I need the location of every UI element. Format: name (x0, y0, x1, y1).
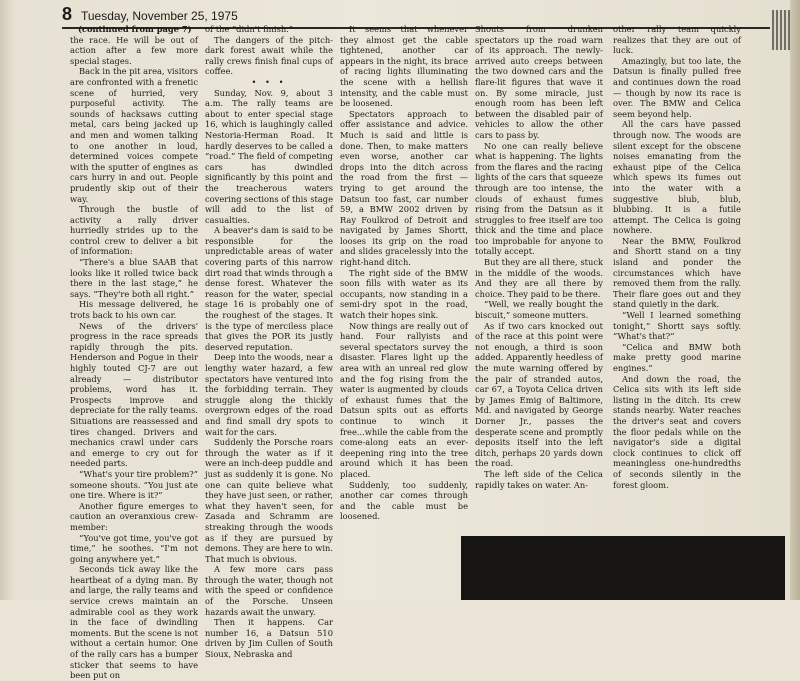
paragraph: All the cars have passed through now. The woods are silent except for the obscene noises emanating from the exhaust pipe of the Celica which spews its fumes out into the water with a suggestive blub, blub, blubbing. It is a futile attempt. The Celica is going nowhere. (613, 119, 741, 236)
paragraph: And down the road, the Celica sits with its left side listing in the ditch. Its crew stands nearby. Water reaches the driver's seat and covers the floor pedals while on the navigator's side a digital clock continues to click off meaningless one-hundredths of seconds silently in the forest gloom. (613, 373, 741, 490)
paragraph: Near the BMW, Foulkrod and Shortt stand on a tiny island and ponder the circumstances which have removed them from the rally. Their flare goes out and they stand quietly in the dark. (613, 235, 741, 310)
paragraph: Back in the pit area, visitors are confronted with a frenetic scene of hurried, very purposeful activity. The sounds of hacksaws cutting metal, cars being jacked up and men and women talking to one another in loud, determined voices compete with the sputter of engines as cars hurry in and out. People prudently skip out of their way. (70, 66, 199, 204)
paragraph: Sunday, Nov. 9, about 3 a.m. The rally teams are about to enter special stage 16, which is laughingly called Nestoria-Herman Road. It hardly deserves to be called a “road.” The field of competing cars has dwindled significantly by this point and the treacherous waters covering sections of this stage will add to the list of casualties. (205, 87, 333, 225)
paragraph: “Well I learned something tonight,” Shortt says softly. “What's that?” (613, 310, 741, 342)
paragraph: The left side of the Celica rapidly takes on water. An- (475, 468, 603, 490)
paragraph: Deep into the woods, near a lengthy water hazard, a few spectators have ventured into the forbidding terrain. They struggle along the thickly overgrown edges of the road and find small dry spots to wait for the cars. (205, 352, 333, 437)
paragraph: A beaver's dam is said to be responsible for the unpredictable areas of water covering parts of this narrow dirt road that winds through a dense forest. Whatever the reason for the water, special stage 16 is probably one of the roughest of the stages. It is the type of merciless place that gives the POR its justly deserved reputation. (205, 225, 333, 352)
paragraph: Shouts from drunken spectators up the road warn of its approach. The newly-arrived auto creeps between the two downed cars and the flare-lit figures that wave it on. By some miracle, just enough room has been left between the disabled pair of vehicles to allow the other cars to pass by. (475, 24, 603, 140)
paragraph: Now things are really out of hand. Four rallyists and several spectators survey the disaster. Flares light up the area with an unreal red glow and the fog rising from the water is augmented by clouds of exhaust fumes that the Datsun spits out as efforts continue to winch it free...while the cable from the come-along eats an ever-deepening ring into the tree around which it has been placed. (340, 320, 468, 479)
paragraph: Through the bustle of activity a rally driver hurriedly strides up to the control crew to deliver a bit of information: (70, 204, 198, 257)
page-number: 8 (62, 4, 73, 24)
article-column-1 (70, 24, 199, 681)
paragraph: His message delivered, he trots back to his own car. (70, 299, 198, 321)
article-column-5 (613, 24, 741, 490)
paragraph: News of the drivers' progress in the race spreads rapidly through the pits. Henderson and Pogue in their highly touted CJ-7 are out already — distributor problems, word has it. Prospects improve and depreciate for the rally teams. Situations are reassessed and tires changed. Drivers and mechanics crawl under cars and emerge to cry out for needed parts. (70, 320, 198, 469)
paragraph: But they are all there, stuck in the middle of the woods. And they are all there by choice. They paid to be there. (475, 257, 603, 299)
paragraph: No one can really believe what is happening. The lights from the flares and the racing lights of the cars that squeeze through are too intense, the clouds of exhaust fumes rising from the Datsun as it struggles to free itself are too thick and the time and place too improbable for anyone to totally accept. (475, 140, 603, 257)
paragraph: “What's your tire problem?” someone shouts. “You just ate one tire. Where is it?” (70, 468, 198, 501)
article-column-4 (475, 24, 603, 554)
scan-edge-right (790, 0, 800, 600)
paragraph: Another figure emerges to caution an overanxious crew-member: (70, 500, 198, 532)
paragraph: the race. He will be out of action after a few more special stages. (70, 34, 198, 66)
article-column-2 (205, 24, 334, 660)
paragraph: Amazingly, but too late, the Datsun is finally pulled free and continues down the road — though by now its race is over. The BMW and Celica seem beyond help. (613, 55, 741, 119)
paragraph: “Celica and BMW both make pretty good marine engines.” (613, 341, 741, 373)
article-column-3 (340, 24, 468, 596)
paragraph: (continued from page 7) (78, 24, 192, 34)
paragraph: Then it happens. Car number 16, a Datsun 510 driven by Jim Cullen of South Sioux, Nebraska and (205, 617, 333, 660)
paragraph: It seems that whenever they almost get the cable tightened, another car appears in the night, its brace of racing lights illuminating the scene with a hellish intensity, and the cable must be loosened. (340, 24, 468, 109)
paragraph: other rally team quickly realizes that they are out of luck. (613, 24, 741, 56)
paragraph: As if two cars knocked out of the race at this point were not enough, a third is soon added. Apparently heedless of the mute warning offered by the pair of stranded autos, car 67, a Toyota Celica driven by James Emig of Baltimore, Md. and navigated by George Dorner Jr., passes the desperate scene and promptly deposits itself into the left ditch, perhaps 20 yards down the road. (475, 320, 603, 469)
paragraph: Spectators approach to offer assistance and advice. Much is said and little is done. Then, to make matters even worse, another car drops into the ditch across the road from the first — trying to get around the Datsun too fast, car number 59, a BMW 2002 driven by Ray Foulkrod of Detroit and navigated by James Shortt, looses its grip on the road and slides gracelessly into the right-hand ditch. (340, 108, 468, 268)
paragraph: “Well, we really bought the biscuit,” someone mutters. (475, 299, 603, 321)
paragraph: of the “didn't finish.” (205, 24, 294, 34)
paragraph: “There's a blue SAAB that looks like it rolled twice back there in the last stage,” he says. “They're both all right.” (70, 257, 198, 299)
paragraph: Suddenly, too suddenly, another car comes through and the cable must be loosened. (340, 479, 468, 522)
paragraph: • • • (251, 76, 287, 87)
paragraph: The right side of the BMW soon fills with water as its occupants, now standing in a semi-dry spot in the road, watch their hopes sink. (340, 267, 468, 321)
paragraph: A few more cars pass through the water, though not with the speed or confidence of the Porsche. Unseen hazards await the unwary. (205, 564, 333, 617)
paragraph: Suddenly the Porsche roars through the water as if it were an inch-deep puddle and just as suddenly it is gone. No one can quite believe what they have just seen, or rather, what they haven't seen, for Zasada and Schramm are streaking through the woods as if they are pursued by demons. They are here to win. That much is obvious. (205, 437, 334, 564)
photo-dark (461, 536, 785, 600)
paragraph: The dangers of the pitch-dark forest await while the rally crews finish final cups of coffee. (205, 34, 333, 77)
paragraph: “You've got time, you've got time,” he soothes. “I'm not going anywhere yet.” (70, 532, 198, 564)
scan-shadow-left (0, 0, 14, 600)
issue-date: Tuesday, November 25, 1975 (81, 9, 238, 23)
paragraph: Seconds tick away like the heartbeat of a dying man. By and large, the rally teams and service crews maintain an admirable cool as they work in the face of dwindling moments. But the scene is not without a certain humor. One of the rally cars has a bumper sticker that seems to have been put on (70, 564, 198, 681)
